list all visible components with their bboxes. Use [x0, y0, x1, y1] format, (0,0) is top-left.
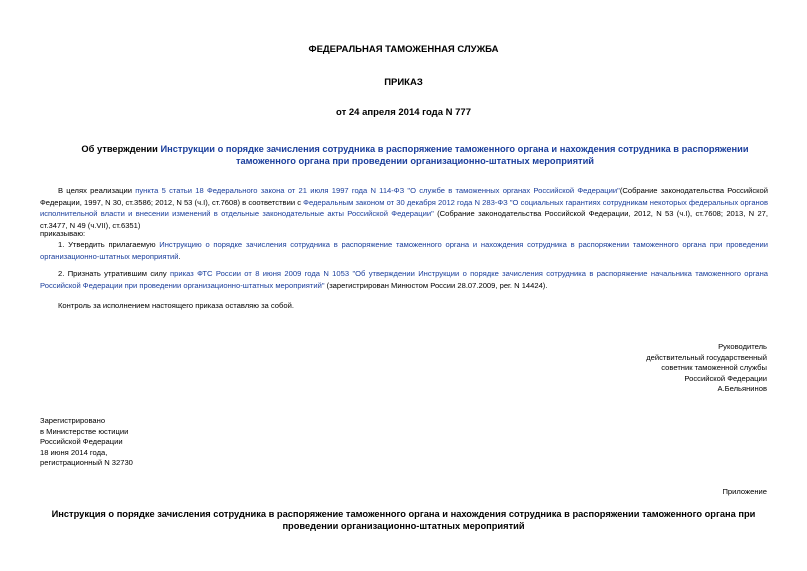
item-2-paragraph — [40, 268, 768, 291]
agency-name: ФЕДЕРАЛЬНАЯ ТАМОЖЕННАЯ СЛУЖБА — [308, 44, 499, 55]
registration-line: Зарегистрировано — [40, 416, 106, 425]
preamble-paragraph — [40, 185, 768, 231]
item-2-text: 2. Признать утратившим силу — [58, 269, 171, 278]
order-word: приказываю: — [40, 229, 86, 238]
registration-line: в Министерстве юстиции — [40, 426, 129, 436]
registration-block — [40, 416, 260, 469]
signature-line: советник таможенной службы — [661, 363, 767, 372]
registration-line: Российской Федерации — [40, 437, 123, 446]
preamble-text-1: В целях реализации — [58, 186, 136, 195]
preamble-text-3: (Собрание законодательства Российской Федерации, 2012, N 53 (ч.I), ст.7608; 2013, N 27, ст.3477, N 49 (ч.VII), ст.6351) — [40, 209, 768, 230]
order-title-prefix: Об утверждении — [81, 144, 161, 154]
preamble-link-law-114[interactable]: пункта 5 статьи 18 Федерального закона от 21 июля 1997 года N 114-ФЗ "О службе в таможенных органах Российской Федерации" — [135, 186, 620, 195]
item-1-end: . — [178, 251, 181, 261]
item-2-registration-text: (зарегистрирован Минюстом России 28.07.2009, рег. N 14424). — [324, 280, 548, 290]
order-title-link[interactable]: Инструкции о порядке зачисления сотрудника в распоряжение таможенного органа и нахождения сотрудника в распоряжении таможенного органа при проведении организационно-штатных мероприятий — [160, 144, 749, 166]
item-1-text: 1. Утвердить прилагаемую — [58, 240, 160, 249]
item-1-paragraph — [40, 239, 768, 262]
item-1-instruction-link[interactable]: Инструкцию о порядке зачисления сотрудника в распоряжение таможенного органа и нахождения сотрудника в распоряжении таможенного органа при проведении организационно-штатных мероприятий — [40, 240, 768, 261]
preamble-link-law-283[interactable]: Федеральным законом от 30 декабря 2012 года N 283-ФЗ "О социальных гарантиях сотрудникам некоторых федеральных органов исполнительной власти и внесении изменений в отдельные законодательные акты Российской Федерации" — [40, 197, 768, 218]
item-2-order-link[interactable]: приказ ФТС России от 8 июня 2009 года N 1053 "Об утверждении Инструкции о порядке зачисления сотрудника в распоряжение начальника таможенного органа Российской Федерации при проведении организационно-штатных мероприятий" — [40, 269, 768, 290]
control-paragraph: Контроль за исполнением настоящего приказа оставляю за собой. — [58, 301, 294, 310]
signature-line: Руководитель — [718, 342, 767, 351]
preamble-text-2: (Собрание законодательства Российской Федерации, 1997, N 30, ст.3586; 2012, N 53 (ч.I), ст.7608) в соответствии с — [40, 186, 768, 207]
registration-number: регистрационный N 32730 — [40, 458, 133, 467]
signature-name: А.Бельянинов — [717, 384, 767, 393]
document-type: ПРИКАЗ — [384, 77, 423, 88]
registration-line: 18 июня 2014 года, — [40, 447, 108, 457]
appendix-label: Приложение — [722, 487, 767, 496]
signature-block — [547, 342, 767, 395]
signature-line: Российской Федерации — [684, 373, 767, 383]
signature-line: действительный государственный — [646, 352, 767, 362]
appendix-title: Инструкция о порядке зачисления сотрудника в распоряжение таможенного органа и нахождения сотрудника в распоряжении таможенного органа при проведении организационно-штатных мероприятий — [51, 509, 756, 531]
document-date-number: от 24 апреля 2014 года N 777 — [336, 107, 471, 118]
order-title — [60, 144, 770, 168]
